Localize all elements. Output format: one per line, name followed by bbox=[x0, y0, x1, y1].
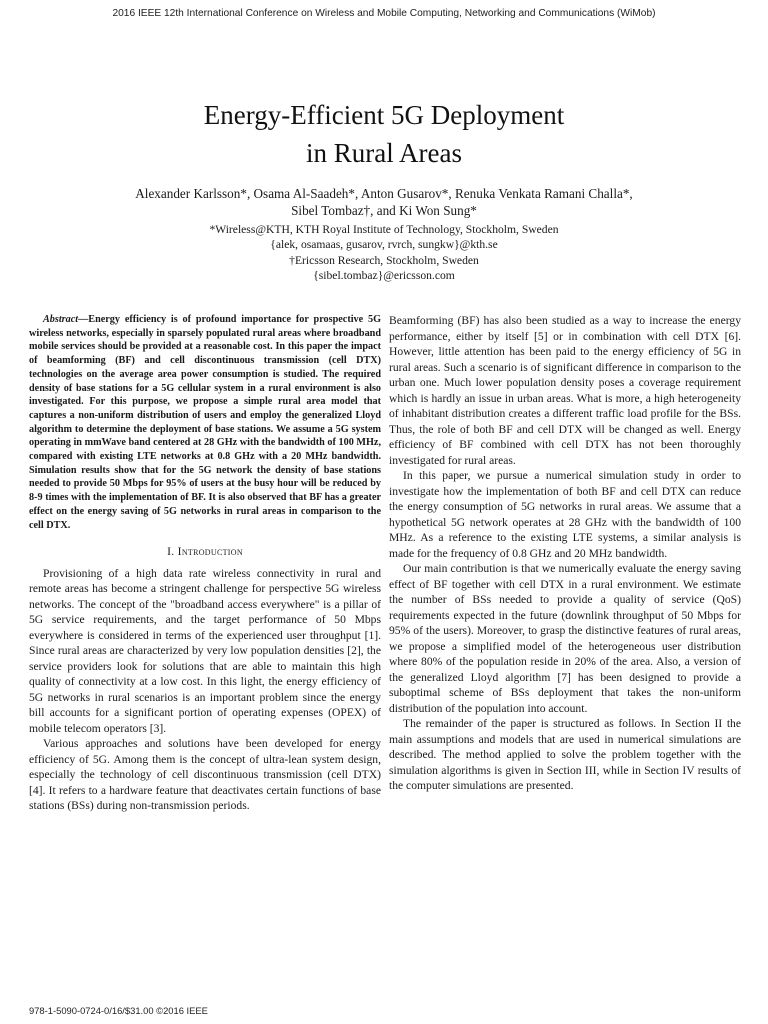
title-line-2: in Rural Areas bbox=[306, 138, 462, 168]
right-paragraph-1: Beamforming (BF) has also been studied as a way to increase the energy performance, either by itself [5] or in combination with cell DTX [6]. However, little attention has been paid to the energy efficiency of 5G in rural areas. Such a scenario is of significant difference in comparison to the urban one. Much lower population density poses a coverage requirement which is hardly an issue in urban areas. What is more, a high heterogeneity of inhabitant distribution creates a different traffic load profile for the BSs. Thus, the role of both BF and cell DTX will be changed as well. Energy efficiency of BF combined with cell DTX has not been thoroughly investigated for rural areas. bbox=[389, 314, 741, 467]
abstract-text: —Energy efficiency is of profound importance for prospective 5G wireless networks, especially in sparsely populated rural areas where broadband mobile services should be provided at a reasonable cost. In this paper the impact of beamforming (BF) and cell discontinuous transmission (cell DTX) technologies on the average area power consumption is studied. The required density of base stations for a 5G cellular system in a rural environment is also investigated. For this purpose, we propose a simple rural area model that captures a non-uniform distribution of users and employ the generalized Lloyd algorithm to determine the deployment of base stations. We assume a 5G system operating in mmWave band centered at 28 GHz with the bandwidth of 100 MHz, compared with existing LTE networks at 0.8 GHz with a 20 MHz bandwidth. Simulation results show that for the 5G network the density of base stations needed to provide 50 Mbps for 95% of users at the busy hour will be reduced by 8-9 times with the implementation of BF. It is also observed that BF has a greater effect on the energy saving of 5G networks in rural areas in comparison to the cell DTX. bbox=[29, 314, 381, 531]
intro-paragraph-2: Various approaches and solutions have been developed for energy efficiency of 5G. Among them is the concept of ultra-lean system design, especially the technology of cell discontinuous transmission (cell DTX) [4]. It refers to a hardware feature that deactivates certain functions of base stations (BSs) during non-transmission periods. bbox=[29, 737, 381, 813]
affiliations bbox=[0, 222, 768, 284]
copyright-footer: 978-1-5090-0724-0/16/$31.00 ©2016 IEEE bbox=[29, 1005, 208, 1016]
intro-paragraph-1: Provisioning of a high data rate wireless connectivity in rural and remote areas has become a stringent challenge for perspective 5G wireless networks. The concept of the "broadband access everywhere" is a pillar of 5G service requirements, and the target performance of 50 Mbps everywhere is considered in terms of the experienced user throughput [1]. Since rural areas are characterized by very low population densities [2], the service providers look for solutions that are able to maintain this high quality of connectivity at a low cost. In this light, the energy efficiency of 5G networks in rural scenarios is an important problem since the energy bill accounts for a significant portion of operating expenses (OPEX) of mobile telecom operators [3]. bbox=[29, 566, 381, 735]
right-paragraph-2: In this paper, we pursue a numerical simulation study in order to investigate how the implementation of both BF and cell DTX can reduce the energy consumption of 5G networks in rural areas. We assume that a hypothetical 5G network operates at 28 GHz with the bandwidth of 100 MHz. As a reference to the existing LTE systems, a similar analysis is made for the frequency of 0.8 GHz and 20 MHz bandwidth. bbox=[389, 469, 741, 560]
right-paragraph-3: Our main contribution is that we numerically evaluate the energy saving effect of BF together with cell DTX in a rural environment. We estimate the number of BSs needed to provide a quality of service (QoS) requirements expected in the future (downlink throughput of 50 Mbps for 95% of the users). Moreover, to grasp the distinctive features of rural areas, we propose a simplified model of the heterogeneous user distribution where 80% of the population reside in 20% of the area. Also, a version of the generalized Lloyd algorithm [7] has been designed to provide a suboptimal scheme of BSs deployment that takes the non-uniform distribution of the population into account. bbox=[389, 562, 741, 715]
abstract-label: Abstract bbox=[43, 314, 79, 325]
affiliation-ericsson-email: {sibel.tombaz}@ericsson.com bbox=[313, 269, 455, 283]
author-list bbox=[0, 186, 768, 219]
authors-line-1: Alexander Karlsson*, Osama Al-Saadeh*, Anton Gusarov*, Renuka Venkata Ramani Challa*, bbox=[135, 186, 633, 201]
paper-title bbox=[0, 96, 768, 172]
right-paragraph-4: The remainder of the paper is structured as follows. In Section II the main assumptions and models that are used in numerical simulations are described. The method applied to solve the problem together with the simulation algorithms is given in Section III, while in Section IV results of the computer simulations are presented. bbox=[389, 717, 741, 792]
title-line-1: Energy-Efficient 5G Deployment bbox=[203, 100, 565, 130]
left-column bbox=[29, 313, 381, 814]
affiliation-kth-emails: {alek, osamaas, gusarov, rvrch, sungkw}@kth.se bbox=[270, 238, 498, 252]
section-title: Introduction bbox=[177, 545, 243, 559]
affiliation-kth: *Wireless@KTH, KTH Royal Institute of Technology, Stockholm, Sweden bbox=[209, 223, 559, 236]
right-column bbox=[389, 313, 741, 794]
section-number: I. bbox=[167, 545, 175, 559]
authors-line-2: Sibel Tombaz†, and Ki Won Sung* bbox=[291, 202, 477, 218]
affiliation-ericsson: †Ericsson Research, Stockholm, Sweden bbox=[289, 253, 479, 267]
section-heading-introduction bbox=[29, 544, 381, 560]
abstract bbox=[29, 313, 381, 532]
conference-header: 2016 IEEE 12th International Conference on Wireless and Mobile Computing, Networking and Communications (WiMob) bbox=[112, 8, 656, 19]
